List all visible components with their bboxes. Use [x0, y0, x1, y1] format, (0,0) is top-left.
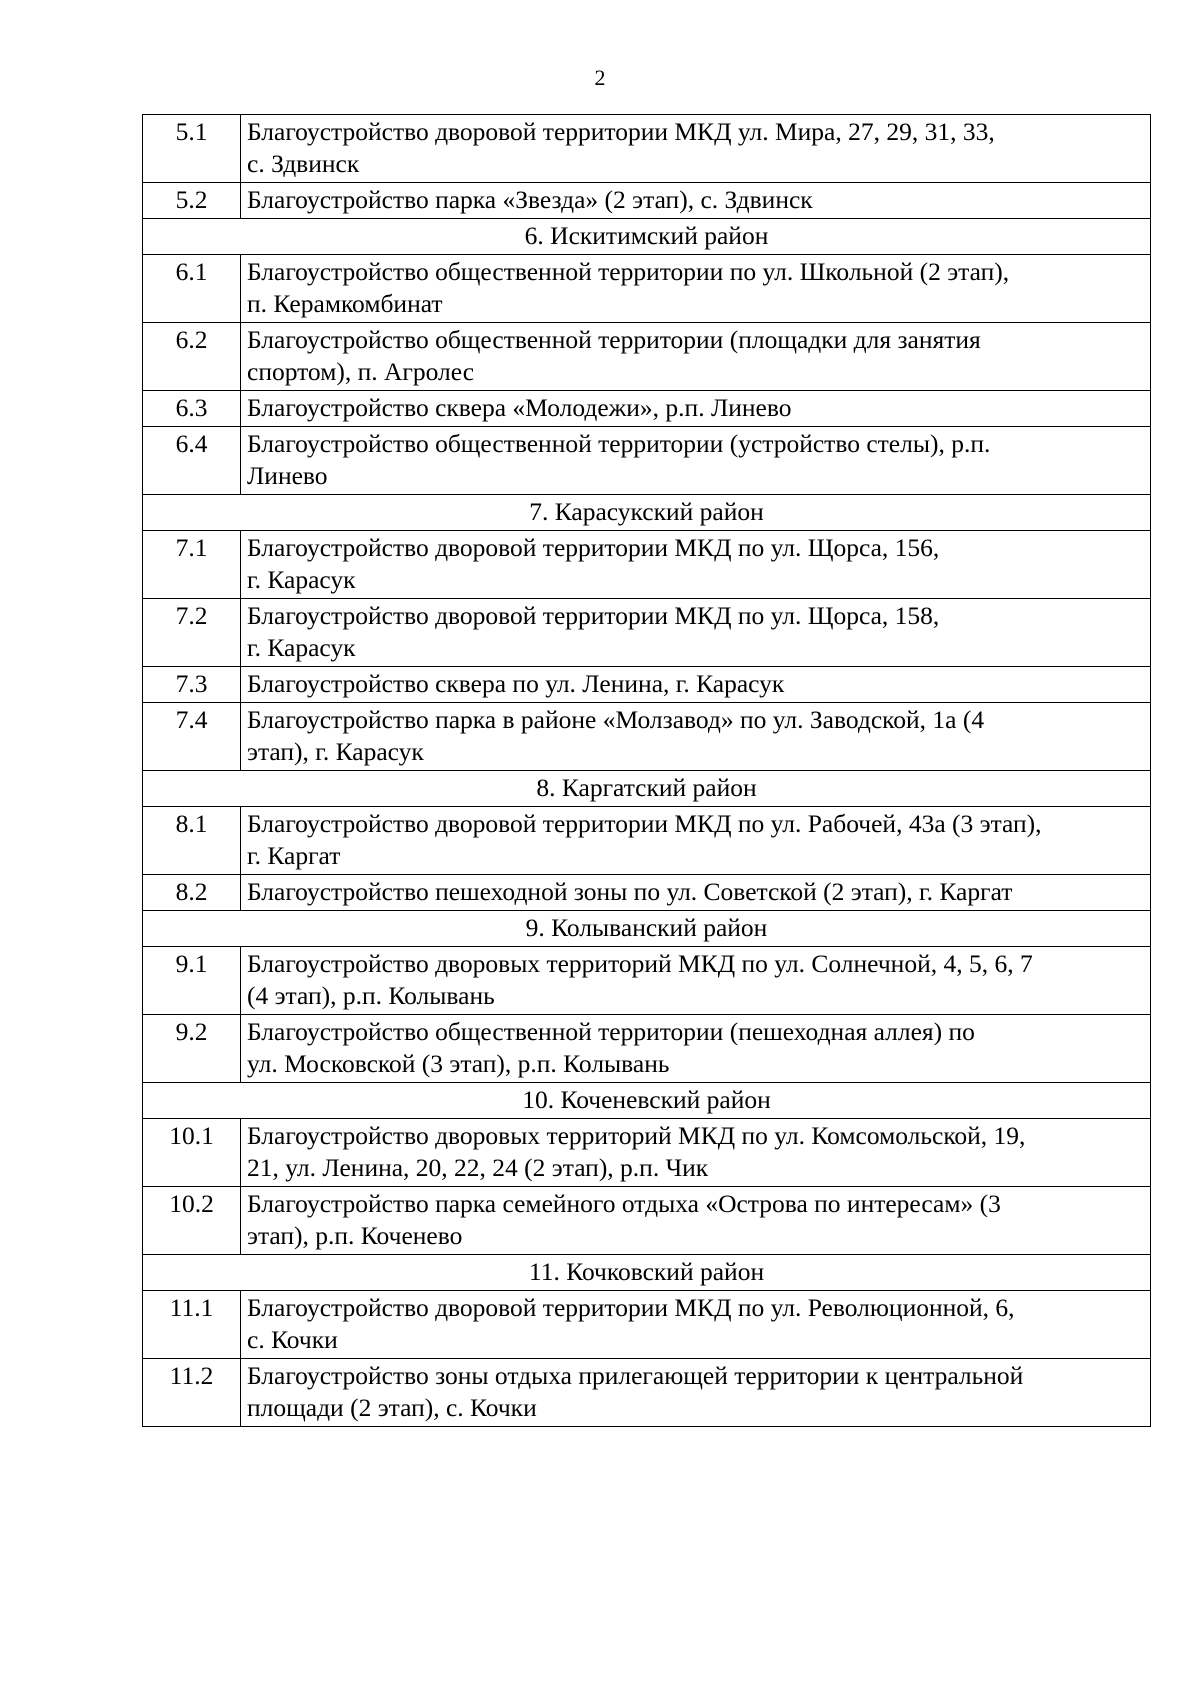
district-title: 8. Каргатский район [143, 771, 1151, 807]
table-row [143, 703, 1151, 771]
table-row [143, 875, 1151, 911]
table-row [143, 323, 1151, 391]
item-description [241, 323, 1151, 391]
item-number: 5.2 [143, 183, 241, 219]
item-description [241, 1291, 1151, 1359]
description-line: п. Керамкомбинат [247, 289, 443, 318]
district-title: 6. Искитимский район [143, 219, 1151, 255]
description-line: с. Здвинск [247, 149, 360, 178]
item-description [241, 1015, 1151, 1083]
item-number: 6.4 [143, 427, 241, 495]
item-description [241, 1119, 1151, 1187]
description-line: спортом), п. Агролес [247, 357, 475, 386]
item-number: 8.1 [143, 807, 241, 875]
item-number: 7.1 [143, 531, 241, 599]
description-line: г. Каргат [247, 841, 341, 870]
description-line: этап), г. Карасук [247, 737, 424, 766]
item-description [241, 183, 1151, 219]
item-number: 7.2 [143, 599, 241, 667]
table-row [143, 427, 1151, 495]
description-line: Благоустройство парка в районе «Молзавод» по ул. Заводской, 1а (4 [247, 705, 985, 734]
description-line: Благоустройство сквера «Молодежи», р.п. Линево [247, 393, 792, 422]
district-header-row [143, 219, 1151, 255]
description-line: площади (2 этап), с. Кочки [247, 1393, 537, 1422]
table-row [143, 1187, 1151, 1255]
item-number: 6.3 [143, 391, 241, 427]
district-header-row [143, 1255, 1151, 1291]
description-line: г. Карасук [247, 565, 356, 594]
item-number: 7.3 [143, 667, 241, 703]
description-line: ул. Московской (3 этап), р.п. Колывань [247, 1049, 670, 1078]
item-description [241, 703, 1151, 771]
item-number: 6.1 [143, 255, 241, 323]
district-header-row [143, 495, 1151, 531]
table-row [143, 807, 1151, 875]
description-line: Благоустройство зоны отдыха прилегающей территории к центральной [247, 1361, 1024, 1390]
description-line: Благоустройство дворовых территорий МКД по ул. Солнечной, 4, 5, 6, 7 [247, 949, 1033, 978]
table-row [143, 947, 1151, 1015]
district-title: 7. Карасукский район [143, 495, 1151, 531]
item-description [241, 875, 1151, 911]
item-description [241, 807, 1151, 875]
description-line: Линево [247, 461, 328, 490]
description-line: Благоустройство общественной территории (площадки для занятия [247, 325, 981, 354]
district-title: 11. Кочковский район [143, 1255, 1151, 1291]
description-line: Благоустройство парка семейного отдыха «Острова по интересам» (3 [247, 1189, 1001, 1218]
table-row [143, 391, 1151, 427]
description-line: Благоустройство общественной территории по ул. Школьной (2 этап), [247, 257, 1010, 286]
description-line: (4 этап), р.п. Колывань [247, 981, 495, 1010]
item-number: 5.1 [143, 115, 241, 183]
table-row [143, 531, 1151, 599]
description-line: Благоустройство общественной территории (пешеходная аллея) по [247, 1017, 975, 1046]
description-line: г. Карасук [247, 633, 356, 662]
item-number: 6.2 [143, 323, 241, 391]
description-line: 21, ул. Ленина, 20, 22, 24 (2 этап), р.п. Чик [247, 1153, 709, 1182]
item-number: 9.2 [143, 1015, 241, 1083]
item-description [241, 427, 1151, 495]
item-description [241, 115, 1151, 183]
description-line: Благоустройство дворовых территорий МКД по ул. Комсомольской, 19, [247, 1121, 1026, 1150]
item-number: 8.2 [143, 875, 241, 911]
item-description [241, 1359, 1151, 1427]
table-row [143, 255, 1151, 323]
item-description [241, 667, 1151, 703]
item-description [241, 531, 1151, 599]
item-number: 7.4 [143, 703, 241, 771]
description-line: Благоустройство сквера по ул. Ленина, г. Карасук [247, 669, 785, 698]
description-line: Благоустройство дворовой территории МКД по ул. Щорса, 158, [247, 601, 940, 630]
description-line: Благоустройство парка «Звезда» (2 этап), с. Здвинск [247, 185, 813, 214]
page-number: 2 [594, 65, 606, 90]
description-line: Благоустройство дворовой территории МКД по ул. Щорса, 156, [247, 533, 940, 562]
table-row [143, 1119, 1151, 1187]
table-row [143, 1015, 1151, 1083]
projects-table-body [143, 115, 1151, 1427]
table-row [143, 667, 1151, 703]
table-row [143, 1291, 1151, 1359]
item-description [241, 391, 1151, 427]
table-row [143, 115, 1151, 183]
item-description [241, 599, 1151, 667]
district-header-row [143, 1083, 1151, 1119]
description-line: Благоустройство дворовой территории МКД по ул. Рабочей, 43а (3 этап), [247, 809, 1042, 838]
description-line: Благоустройство дворовой территории МКД ул. Мира, 27, 29, 31, 33, [247, 117, 995, 146]
item-number: 11.2 [143, 1359, 241, 1427]
district-title: 10. Коченевский район [143, 1083, 1151, 1119]
item-number: 10.1 [143, 1119, 241, 1187]
description-line: Благоустройство дворовой территории МКД по ул. Революционной, 6, [247, 1293, 1015, 1322]
item-number: 9.1 [143, 947, 241, 1015]
table-row [143, 1359, 1151, 1427]
item-description [241, 947, 1151, 1015]
description-line: этап), р.п. Коченево [247, 1221, 463, 1250]
district-title: 9. Колыванский район [143, 911, 1151, 947]
district-header-row [143, 771, 1151, 807]
description-line: с. Кочки [247, 1325, 338, 1354]
item-number: 10.2 [143, 1187, 241, 1255]
table-row [143, 599, 1151, 667]
description-line: Благоустройство общественной территории (устройство стелы), р.п. [247, 429, 991, 458]
description-line: Благоустройство пешеходной зоны по ул. Советской (2 этап), г. Каргат [247, 877, 1013, 906]
item-number: 11.1 [143, 1291, 241, 1359]
item-description [241, 1187, 1151, 1255]
item-description [241, 255, 1151, 323]
projects-table [142, 114, 1151, 1427]
table-row [143, 183, 1151, 219]
district-header-row [143, 911, 1151, 947]
